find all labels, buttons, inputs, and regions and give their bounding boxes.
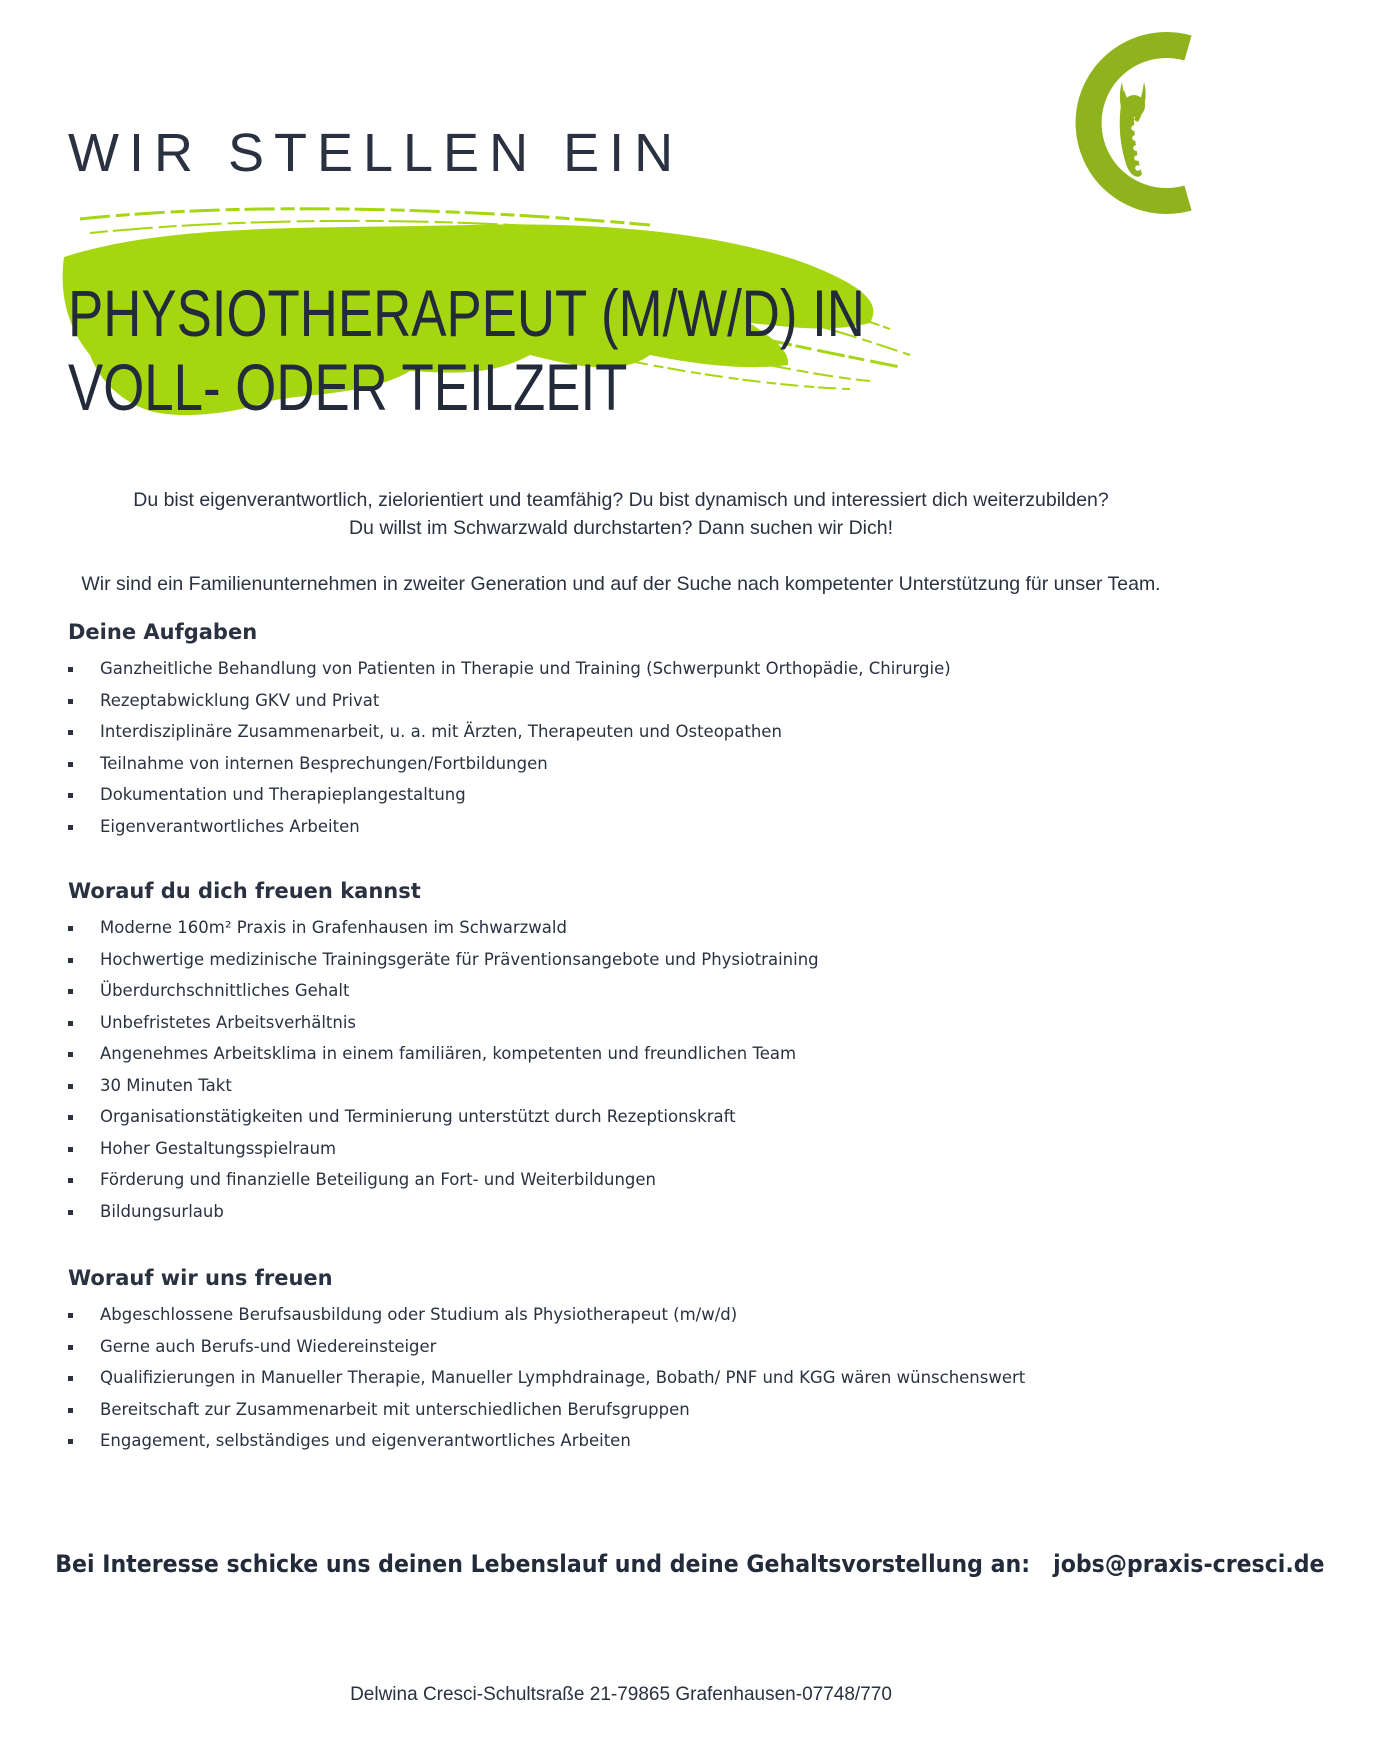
square-bullet-icon [68, 730, 73, 735]
square-bullet-icon [68, 1345, 73, 1350]
section-heading: Worauf du dich freuen kannst [68, 879, 421, 903]
list-item: Gerne auch Berufs-und Wiedereinsteiger [68, 1334, 1198, 1366]
square-bullet-icon [68, 1052, 73, 1057]
list-item: Hoher Gestaltungsspielraum [68, 1136, 1198, 1168]
list-item: Rezeptabwicklung GKV und Privat [68, 688, 1198, 720]
list-item: Eigenverantwortliches Arbeiten [68, 814, 1198, 846]
list-item: Bildungsurlaub [68, 1199, 1198, 1231]
list-item: Unbefristetes Arbeitsverhältnis [68, 1010, 1198, 1042]
list-item: Interdisziplinäre Zusammenarbeit, u. a. mit Ärzten, Therapeuten und Osteopathen [68, 719, 1198, 751]
square-bullet-icon [68, 793, 73, 798]
section-worauf-wir-uns-freuen [68, 1264, 1198, 1460]
intro-line1: Du bist eigenverantwortlich, zielorientiert und teamfähig? Du bist dynamisch und interessiert dich weiterzubilden? [133, 489, 1109, 511]
praxis-logo-icon [1038, 30, 1208, 220]
list-item: Bereitschaft zur Zusammenarbeit mit unterschiedlichen Berufsgruppen [68, 1397, 1198, 1429]
square-bullet-icon [68, 1147, 73, 1152]
list-item: Teilnahme von internen Besprechungen/Fortbildungen [68, 751, 1198, 783]
section-worauf-du-dich-freuen-kannst [68, 877, 1198, 1230]
list-item: Angenehmes Arbeitsklima in einem familiären, kompetenten und freundlichen Team [68, 1041, 1198, 1073]
list-item: Moderne 160m² Praxis in Grafenhausen im Schwarzwald [68, 915, 1198, 947]
bullet-list [68, 1302, 1198, 1460]
square-bullet-icon [68, 1021, 73, 1026]
application-call-to-action [0, 1550, 1325, 1578]
square-bullet-icon [68, 667, 73, 672]
square-bullet-icon [68, 1210, 73, 1215]
footer-address: Delwina Cresci-Schultsraße 21-79865 Grafenhausen-07748/770 [350, 1684, 892, 1705]
list-item: 30 Minuten Takt [68, 1073, 1198, 1105]
square-bullet-icon [68, 1376, 73, 1381]
job-title-line2: VOLL- ODER TEILZEIT [68, 350, 628, 424]
list-item: Hochwertige medizinische Trainingsgeräte für Präventionsangebote und Physiotraining [68, 947, 1198, 979]
square-bullet-icon [68, 1178, 73, 1183]
list-item: Organisationstätigkeiten und Terminierung unterstützt durch Rezeptionskraft [68, 1104, 1198, 1136]
cta-text: Bei Interesse schicke uns deinen Lebenslauf und deine Gehaltsvorstellung an: [55, 1550, 1031, 1578]
list-item: Qualifizierungen in Manueller Therapie, Manueller Lymphdrainage, Bobath/ PNF und KGG wären wünschenswert [68, 1365, 1198, 1397]
kicker-heading: WIR STELLEN EIN [68, 123, 684, 183]
bullet-list [68, 915, 1198, 1230]
list-item: Ganzheitliche Behandlung von Patienten in Therapie und Training (Schwerpunkt Orthopädie, Chirurgie) [68, 656, 1198, 688]
square-bullet-icon [68, 989, 73, 994]
list-item: Dokumentation und Therapieplangestaltung [68, 782, 1198, 814]
application-email-link[interactable]: jobs@praxis-cresci.de [1053, 1550, 1325, 1578]
square-bullet-icon [68, 1313, 73, 1318]
job-title [68, 276, 865, 424]
section-deine-aufgaben [68, 618, 1198, 845]
list-item: Förderung und finanzielle Beteiligung an Fort- und Weiterbildungen [68, 1167, 1198, 1199]
square-bullet-icon [68, 762, 73, 767]
bullet-list [68, 656, 1198, 845]
square-bullet-icon [68, 1115, 73, 1120]
square-bullet-icon [68, 926, 73, 931]
job-title-line1: PHYSIOTHERAPEUT (M/W/D) IN [68, 276, 865, 350]
square-bullet-icon [68, 699, 73, 704]
section-heading: Worauf wir uns freuen [68, 1266, 333, 1290]
list-item: Überdurchschnittliches Gehalt [68, 978, 1198, 1010]
square-bullet-icon [68, 1084, 73, 1089]
square-bullet-icon [68, 1439, 73, 1444]
intro-line2: Du willst im Schwarzwald durchstarten? Dann suchen wir Dich! [348, 517, 894, 539]
section-heading: Deine Aufgaben [68, 620, 258, 644]
intro-line3: Wir sind ein Familienunternehmen in zweiter Generation und auf der Suche nach kompetenter Unterstützung für unser Team. [81, 573, 1161, 595]
list-item: Abgeschlossene Berufsausbildung oder Studium als Physiotherapeut (m/w/d) [68, 1302, 1198, 1334]
list-item: Engagement, selbständiges und eigenverantwortliches Arbeiten [68, 1428, 1198, 1460]
square-bullet-icon [68, 1408, 73, 1413]
square-bullet-icon [68, 825, 73, 830]
square-bullet-icon [68, 958, 73, 963]
intro-text [0, 486, 1242, 598]
